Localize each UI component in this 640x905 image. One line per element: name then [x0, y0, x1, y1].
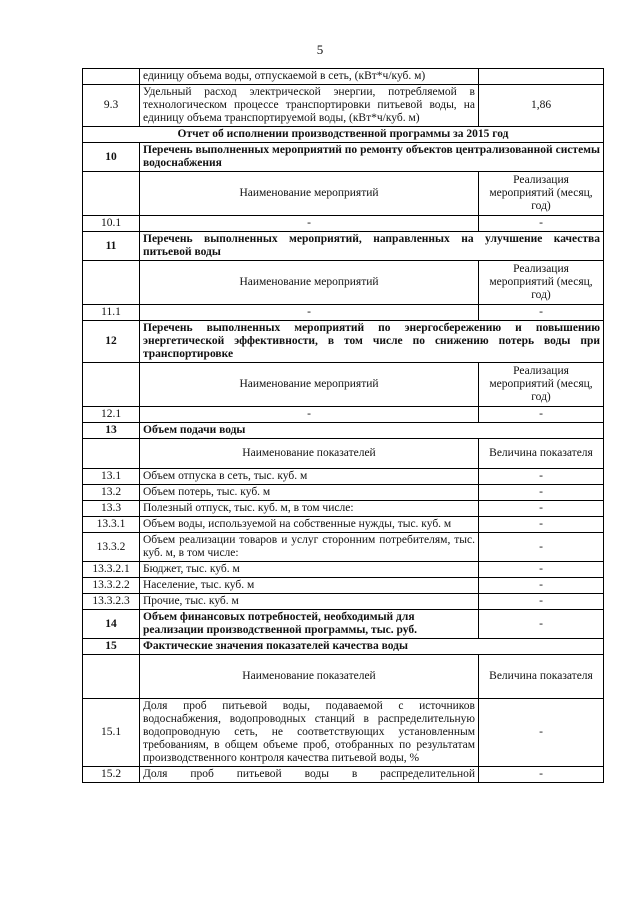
row-text: Прочие, тыс. куб. м: [140, 594, 479, 610]
row-number: 13.3: [83, 501, 140, 517]
row-text: -: [140, 407, 479, 423]
section-title: Фактические значения показателей качества воды: [140, 639, 604, 655]
row-number: 13.3.2.2: [83, 578, 140, 594]
section-number: 14: [83, 610, 140, 639]
section-title: Объем подачи воды: [140, 423, 604, 439]
row-text: Бюджет, тыс. куб. м: [140, 562, 479, 578]
table-row: [83, 517, 604, 533]
section-title-row: [83, 127, 604, 143]
row-text: Объем отпуска в сеть, тыс. куб. м: [140, 469, 479, 485]
section-number: 12: [83, 321, 140, 363]
row-value: -: [479, 578, 604, 594]
page-number: 5: [316, 42, 324, 57]
column-header-row: [83, 655, 604, 699]
row-number: 13.3.2.3: [83, 594, 140, 610]
col-header-name: Наименование мероприятий: [140, 363, 479, 407]
row-value: -: [479, 562, 604, 578]
row-value: -: [479, 216, 604, 232]
row-number: 10.1: [83, 216, 140, 232]
col-header-name: Наименование мероприятий: [140, 261, 479, 305]
row-text: Полезный отпуск, тыс. куб. м, в том числе:: [140, 501, 479, 517]
section-number: 13: [83, 423, 140, 439]
section-header-row: [83, 321, 604, 363]
row-value: -: [479, 485, 604, 501]
section-title: Объем финансовых потребностей, необходимый для реализации производственной программы, тыс. руб.: [140, 610, 479, 639]
table-row: [83, 767, 604, 783]
row-number: [83, 439, 140, 469]
row-value: -: [479, 699, 604, 767]
row-text: -: [140, 216, 479, 232]
table-row: [83, 469, 604, 485]
row-number: 13.2: [83, 485, 140, 501]
row-number: [83, 261, 140, 305]
column-header-row: [83, 261, 604, 305]
col-header-name: Наименование показателей: [140, 439, 479, 469]
row-text: Объем потерь, тыс. куб. м: [140, 485, 479, 501]
row-text: Доля проб питьевой воды, подаваемой с источников водоснабжения, водопроводных станций в распределительную водопроводную сеть, не соответствующих установленным требованиям, в общем объеме проб, отобранных по результатам производственного контроля качества питьевой воды, %: [140, 699, 479, 767]
row-text: единицу объема воды, отпускаемой в сеть, (кВт*ч/куб. м): [140, 69, 479, 85]
column-header-row: [83, 439, 604, 469]
table-row: [83, 562, 604, 578]
row-text: -: [140, 305, 479, 321]
table-row: [83, 305, 604, 321]
row-value: -: [479, 407, 604, 423]
row-number: [83, 655, 140, 699]
row-value: -: [479, 469, 604, 485]
row-value: -: [479, 517, 604, 533]
column-header-row: [83, 363, 604, 407]
section-title: Перечень выполненных мероприятий по ремонту объектов централизованной системы водоснабжения: [140, 143, 604, 172]
row-value: 1,86: [479, 85, 604, 127]
row-value: -: [479, 305, 604, 321]
row-value: -: [479, 594, 604, 610]
section-header-row: [83, 423, 604, 439]
row-text: Население, тыс. куб. м: [140, 578, 479, 594]
table-row: [83, 85, 604, 127]
section-number: 10: [83, 143, 140, 172]
col-header-value: Реализация мероприятий (месяц, год): [479, 172, 604, 216]
section-number: 11: [83, 232, 140, 261]
production-program-table: [82, 68, 604, 783]
table-row: [83, 407, 604, 423]
row-number: 13.3.2.1: [83, 562, 140, 578]
table-row: [83, 485, 604, 501]
row-number: 15.2: [83, 767, 140, 783]
row-value: -: [479, 533, 604, 562]
row-value: [479, 69, 604, 85]
section-number: 15: [83, 639, 140, 655]
report-title: Отчет об исполнении производственной программы за 2015 год: [83, 127, 604, 143]
row-number: 15.1: [83, 699, 140, 767]
row-number: 11.1: [83, 305, 140, 321]
row-number: 13.3.2: [83, 533, 140, 562]
row-number: [83, 363, 140, 407]
table-row: [83, 216, 604, 232]
row-number: [83, 172, 140, 216]
row-number: 12.1: [83, 407, 140, 423]
row-value: -: [479, 767, 604, 783]
row-number: [83, 69, 140, 85]
section-title: Перечень выполненных мероприятий, направленных на улучшение качества питьевой воды: [140, 232, 604, 261]
section-header-row: [83, 610, 604, 639]
row-text: Объем реализации товаров и услуг сторонним потребителям, тыс. куб. м, в том числе:: [140, 533, 479, 562]
row-value: -: [479, 501, 604, 517]
col-header-name: Наименование показателей: [140, 655, 479, 699]
col-header-value: Реализация мероприятий (месяц, год): [479, 261, 604, 305]
table-row: [83, 699, 604, 767]
table-row: [83, 594, 604, 610]
table-row: [83, 578, 604, 594]
row-number: 13.3.1: [83, 517, 140, 533]
table-row: [83, 69, 604, 85]
col-header-name: Наименование мероприятий: [140, 172, 479, 216]
row-number: 9.3: [83, 85, 140, 127]
row-number: 13.1: [83, 469, 140, 485]
table-row: [83, 501, 604, 517]
column-header-row: [83, 172, 604, 216]
col-header-value: Реализация мероприятий (месяц, год): [479, 363, 604, 407]
row-value: -: [479, 610, 604, 639]
section-header-row: [83, 232, 604, 261]
row-text: Объем воды, используемой на собственные нужды, тыс. куб. м: [140, 517, 479, 533]
row-text: Доля проб питьевой воды в распределительной: [140, 767, 479, 783]
section-title: Перечень выполненных мероприятий по энергосбережению и повышению энергетической эффективности, в том числе по снижению потерь воды при транспортировке: [140, 321, 604, 363]
col-header-value: Величина показателя: [479, 655, 604, 699]
table-row: [83, 533, 604, 562]
section-header-row: [83, 143, 604, 172]
col-header-value: Величина показателя: [479, 439, 604, 469]
section-header-row: [83, 639, 604, 655]
row-text: Удельный расход электрической энергии, потребляемой в технологическом процессе транспортировки питьевой воды, на единицу объема транспортируемой воды, (кВт*ч/куб. м): [140, 85, 479, 127]
